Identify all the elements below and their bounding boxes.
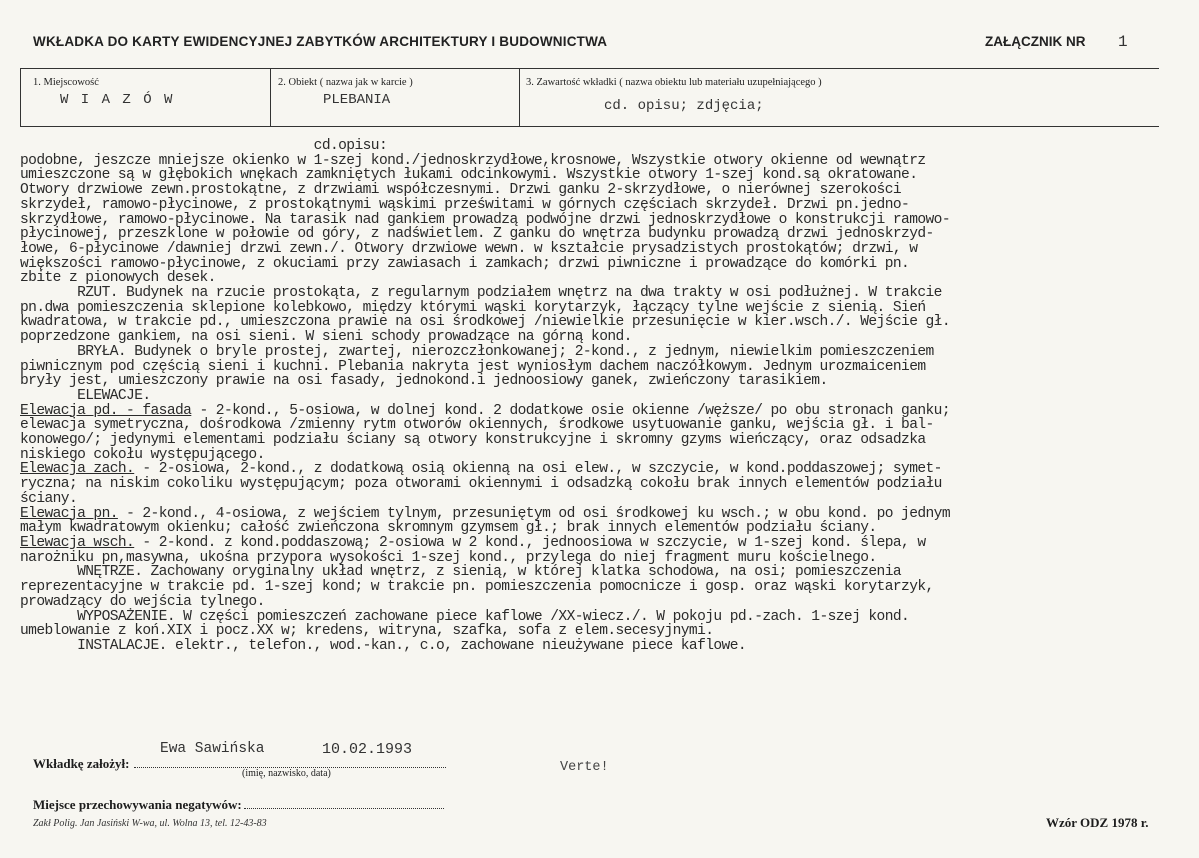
founder-label: Wkładkę założył: xyxy=(33,756,130,771)
section-heading: Elewacja pn. xyxy=(20,505,118,522)
annex-label: ZAŁĄCZNIK NR xyxy=(985,34,1086,49)
text-line xyxy=(20,257,950,272)
text-span: umeblowanie z koń.XIX i pocz.XX w; kredens, witryna, szafka, sofa z elem.secesyjnymi. xyxy=(20,623,714,640)
text-span: - 2-kond. z kond.poddaszową; 2-osiowa w 2 kond., jednoosiowa w szczycie, w 1-szej kond. ślepa, w xyxy=(134,534,926,551)
text-line xyxy=(20,227,950,242)
text-line xyxy=(20,565,950,580)
text-span: podobne, jeszcze mniejsze okienko w 1-szej kond./jednoskrzydłowe,krosnowe, Wszystkie otwory okienne od wewnątrz xyxy=(20,152,926,169)
section-heading: Elewacja zach. xyxy=(20,461,135,478)
text-line xyxy=(20,624,950,639)
text-line xyxy=(20,242,950,257)
text-span: narożniku pn,masywna, ukośna przypora wysokości 1-szej kond., przylega do niej fragment muru kościelnego. xyxy=(20,549,877,566)
printer-note: Zakł Polig. Jan Jasiński W-wa, ul. Wolna 13, tel. 12-43-83 xyxy=(33,818,267,829)
text-line xyxy=(20,492,950,507)
annex-number: 1 xyxy=(1118,33,1128,51)
negatives-label: Miejsce przechowywania negatywów: xyxy=(33,797,242,812)
text-span: bryły jest, umieszczony prawie na osi fasady, jednokond.i jednoosiowy ganek, zwieńczony tarasikiem. xyxy=(20,373,828,390)
text-span: INSTALACJE. elektr., telefon., wod.-kan., c.o, zachowane nieużywane piece kaflowe. xyxy=(20,637,747,654)
text-line xyxy=(20,139,950,154)
text-span: skrzydeł, ramowo-płycinowe, z prostokątnymi wąskimi prześwitami w górnych częściach skrzydeł. Drzwi pn.jedno- xyxy=(20,196,910,213)
object-value: PLEBANIA xyxy=(323,92,391,108)
text-span: większości ramowo-płycinowe, z okuciami przy zawiasach i zamkach; drzwi piwniczne i prowadzące do komórki pn. xyxy=(20,255,910,272)
text-span: - 2-kond., 4-osiowa, z wejściem tylnym, przesuniętym od osi środkowej ku wsch.; w obu kond. po jednym xyxy=(117,505,950,522)
text-line xyxy=(20,315,950,330)
content-value: cd. opisu; zdjęcia; xyxy=(604,98,764,114)
text-line xyxy=(20,639,950,654)
author-name: Ewa Sawińska xyxy=(160,741,265,757)
text-span: ściany. xyxy=(20,490,78,507)
text-span: - 2-osiowa, 2-kond., z dodatkową osią okienną na osi elew., w szczycie, w kond.poddaszowej; symet- xyxy=(134,461,942,478)
text-span: ryczna; na niskim cokoliku występującym; poza otworami okiennymi i odsadzką cokołu brak innych elementów podziału xyxy=(20,476,942,493)
text-line xyxy=(20,168,950,183)
text-span: ELEWACJE. xyxy=(20,387,151,404)
text-span: płycinowej, przeszklone w połowie od góry, z nadświetlem. Z ganku do wnętrza budynku prowadzą drzwi jednoskrzyd- xyxy=(20,226,934,243)
text-line xyxy=(20,213,950,228)
text-span: prowadzący do wejścia tylnego. xyxy=(20,593,265,610)
text-line xyxy=(20,536,950,551)
text-line xyxy=(20,433,950,448)
text-line xyxy=(20,330,950,345)
text-line xyxy=(20,345,950,360)
verte-note: Verte! xyxy=(560,760,609,775)
text-span: Otwory drzwiowe zewn.prostokątne, z drzwiami współczesnymi. Drzwi ganku 2-skrzydłowe, o nierównej szerokości xyxy=(20,182,902,199)
text-line xyxy=(20,183,950,198)
section-heading: Elewacja wsch. xyxy=(20,534,135,551)
text-span: cd.opisu: xyxy=(20,138,388,154)
content-label: 3. Zawartość wkładki ( nazwa obiektu lub materiału uzupełniającego ) xyxy=(526,77,822,88)
locality-label: 1. Miejscowość xyxy=(33,77,99,88)
text-span: niskiego cokołu występującego. xyxy=(20,446,265,463)
text-span: poprzedzone gankiem, na osi sieni. W sieni schody prowadzące na górną kond. xyxy=(20,329,632,346)
text-line xyxy=(20,360,950,375)
locality-value: W I A Z Ó W xyxy=(60,92,175,108)
text-line xyxy=(20,507,950,522)
text-span: reprezentacyjne w trakcie pd. 1-szej kond; w trakcie pn. pomieszczenia pomocnicze i gosp. oraz wąski korytarzyk, xyxy=(20,579,934,596)
text-line xyxy=(20,448,950,463)
section-heading: Elewacja pd. - fasada xyxy=(20,402,192,419)
card-title: WKŁADKA DO KARTY EWIDENCYJNEJ ZABYTKÓW ARCHITEKTURY I BUDOWNICTWA xyxy=(33,34,608,49)
field-divider-1 xyxy=(20,68,21,126)
text-span: WYPOSAŻENIE. W części pomieszczeń zachowane piece kaflowe /XX-wiecz./. W pokoju pd.-zach. 1-szej kond. xyxy=(20,608,910,625)
text-span: RZUT. Budynek na rzucie prostokąta, z regularnym podziałem wnętrz na dwa trakty w osi podłużnej. W trakcie xyxy=(20,285,942,302)
description-text xyxy=(20,139,950,654)
text-line xyxy=(20,521,950,536)
text-span: elewacja symetryczna, dośrodkowa /zmienny rytm otworów okiennych, środkowe usytuowanie ganku, wejścia gł. i bal- xyxy=(20,417,934,434)
text-line xyxy=(20,301,950,316)
text-span: - 2-kond., 5-osiowa, w dolnej kond. 2 dodatkowe osie okienne /węższe/ po obu stronach ganku; xyxy=(191,402,950,419)
text-span: kwadratowa, w trakcie pd., umieszczona prawie na osi środkowej /niewielkie przesunięcie w kier.wsch./. Wejście gł. xyxy=(20,314,950,331)
text-line xyxy=(20,389,950,404)
text-span: umieszczone są w głębokich wnękach zamkniętych łukami odcinkowymi. Wszystkie otwory 1-szej kond.są okratowane. xyxy=(20,167,918,184)
text-span: piwnicznym pod częścią sieni i kuchni. Plebania nakryta jest wyniosłym dachem naczółkowym. Jednym urozmaiceniem xyxy=(20,358,926,375)
text-line xyxy=(20,595,950,610)
text-span: BRYŁA. Budynek o bryle prostej, zwartej, nierozczłonkowanej; 2-kond., z jednym, niewielkim pomieszczeniem xyxy=(20,343,934,360)
founder-sublabel: (imię, nazwisko, data) xyxy=(242,768,331,779)
text-span: małym kwadratowym okienku; całość zwieńczona skromnym gzymsem gł.; brak innych elementów podziału ściany. xyxy=(20,520,877,537)
text-line xyxy=(20,462,950,477)
text-line xyxy=(20,610,950,625)
object-label: 2. Obiekt ( nazwa jak w karcie ) xyxy=(278,77,413,88)
text-line xyxy=(20,580,950,595)
field-divider-2 xyxy=(270,68,271,126)
negatives-dotted-line xyxy=(244,808,444,809)
text-line xyxy=(20,404,950,419)
header-top-rule xyxy=(20,68,1159,69)
text-line xyxy=(20,374,950,389)
text-line xyxy=(20,418,950,433)
text-span: pn.dwa pomieszczenia sklepione kolebkowo, między którymi wąski korytarzyk, łączący tylne wejście z sienią. Sień xyxy=(20,299,926,316)
text-line xyxy=(20,198,950,213)
text-line xyxy=(20,271,950,286)
text-line xyxy=(20,154,950,169)
text-line xyxy=(20,551,950,566)
author-date: 10.02.1993 xyxy=(322,741,413,758)
text-span: konowego/; jedynymi elementami podziału ściany są otwory konstrukcyjne i skromny gzyms wieńczący, oraz odsadzka xyxy=(20,432,926,449)
text-span: WNĘTRZE. Zachowany oryginalny układ wnętrz, z sienią, w której klatka schodowa, na osi; pomieszczenia xyxy=(20,564,902,581)
header-bottom-rule xyxy=(20,126,1159,127)
text-line xyxy=(20,477,950,492)
text-line xyxy=(20,286,950,301)
form-code: Wzór ODZ 1978 r. xyxy=(1046,815,1149,830)
text-span: skrzydłowe, ramowo-płycinowe. Na tarasik nad gankiem prowadzą podwójne drzwi jednoskrzydłowe o konstrukcji ramowo- xyxy=(20,211,950,228)
text-span: łowe, 6-płycinowe /dawniej drzwi zewn./. Otwory drzwiowe wewn. w kształcie prysadzistych prostokątów; drzwi, w xyxy=(20,240,918,257)
text-span: zbite z pionowych desek. xyxy=(20,270,216,287)
field-divider-3 xyxy=(519,68,520,126)
